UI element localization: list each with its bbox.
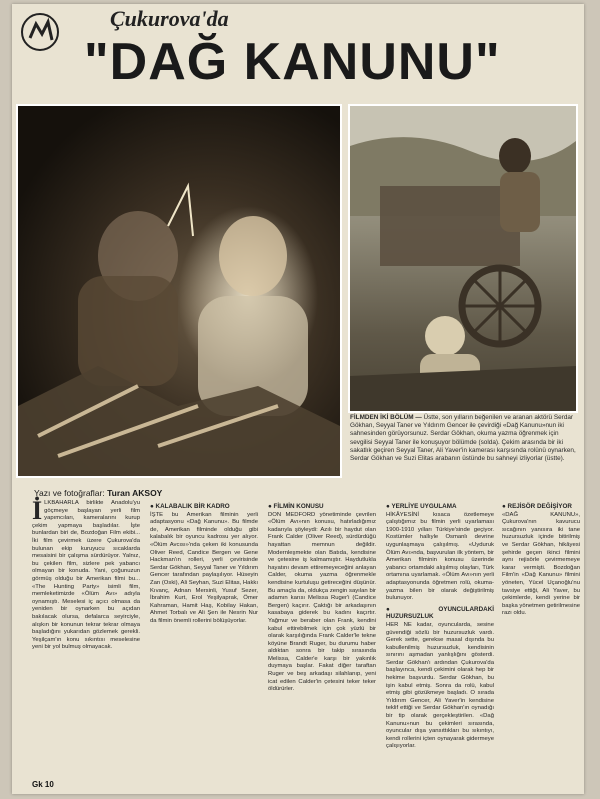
section-heading-unrest: ● OYUNCULARDAKİ HUZURSUZLUK xyxy=(386,605,494,621)
section-heading-director: ● REJİSÖR DEĞİŞİYOR xyxy=(502,503,572,510)
article-intro xyxy=(32,496,140,652)
page-number: Gk 10 xyxy=(32,780,54,789)
article-column-1 xyxy=(32,496,140,654)
byline-author: Turan AKSOY xyxy=(107,488,163,498)
article-column-3 xyxy=(268,500,376,696)
byline-prefix: Yazı ve fotoğraflar: xyxy=(34,488,105,498)
caption-lead: FİLMDEN İKİ BÖLÜM — xyxy=(350,414,422,421)
intro-text: LKBAHARLA birlikte Anadolu'yu göçmeye başlayan yerli film yapımcıları, kameralarını kurup çekim yapmaya başladılar. İşte bunlardan biri de, Bozdoğan Film ekibi... İki film çevirmek üzere Çukurova'da bulunan ekip kuruyucu sıcaklarda mesaisini bir çalışma sürdürüyor. Yalnız, bu çekilen film, sizlere pek yabancı olmayan bir konuda. Yani, çoğunuzun görmüş olduğu bir Amerikan filmi bu... «The Hunting Party» isimli film, memleketimizde «Ölüm Avı» adıyla oynamıştı. Meselesi iç açıcı olmasa da yeniden bir oynarken bu açıdan bakılacak olursa, defalarca seyirciyle, alışkın bir konunun tekrar tekrar olmaya başladığını yukarıdan gözlemek gerekli. Yeşilçam'ın konu sıkıntısı meselesine yeni bir yol bulmuş olmayacak. xyxy=(32,500,140,651)
magazine-logo-icon xyxy=(20,12,60,52)
dropcap: İ xyxy=(32,496,43,525)
section-heading-cast: ● KALABALIK BİR KADRO xyxy=(150,503,230,510)
pre-title: Çukurova'da xyxy=(110,6,229,31)
wagon-scene-illustration xyxy=(350,106,576,411)
page-title: "DAĞ KANUNU" xyxy=(84,33,501,91)
film-still-wagon-photo xyxy=(348,104,578,413)
film-still-campfire-photo xyxy=(16,104,342,478)
article-column-4 xyxy=(386,500,494,753)
photo-caption xyxy=(350,414,576,463)
section-heading-plot: ● FİLMİN KONUSU xyxy=(268,503,324,510)
article-column-5 xyxy=(502,500,580,620)
article-column-2 xyxy=(150,500,258,628)
section-heading-adaptation: ● YERLİYE UYGULAMA xyxy=(386,503,457,510)
section-text-director: «DAĞ KANUNU», Çukurova'nın kavurucu sıcağının yanısıra iki tane huzursuzluk içinde bitirilmiş ve Serdar Gökhan, hikâyesi şehirde geçen ikinci filmini aynı rejisörle çevirmemeye karar vermişti. Bozdoğan Film'in «Dağ Kanunu» filmini yöneten, Yücel Uçanoğlu'nu tavsiye ettiği, Ali Yaver, bu çekimlerde, kendi yerine bir başka yönetmen getirilmesine razı oldu. xyxy=(502,511,580,617)
campfire-scene-illustration xyxy=(18,106,340,476)
section-text-plot: DON MEDFORD yönetiminde çevrilen «Ölüm Avı»nın konusu, hatırladığımız kadarıyla şöyleydi: Azılı bir haydut olan Frank Calder (Oliver Reed), sürdürdüğü hayattan memnun değildir. Modernleşmekte olan Batıda, kendisine ve çetesine iş kalmamıştır. Haydutlukla hayatını devam ettiremeyeceğini anlayan Calder, okuma yazma öğrenmekle kendisine kurtuluşu getireceğini düşünür. Bu amaçla da, oldukça zengin sayılan bir adamın karısı Melissa Ruger'i (Candice Bergen) kaçırır. Çaktığı bir arkadaşının kasabaya giderek bu kadını kaçırtır. Yağmur ve beraber olan Frank, kendini kabul ettirebilmek için çok yüzlü bir olarak karşılığında Frank Calder'le tekne köyüne Brandt Ruger, bu durumu haber aldıktan sonra bir takip sırasında Melissa, Calder'e karşı bir yakınlık duymaya başlar. Fakat diğer taraftan Ruger ve beş arkadaşı silahlanıp, yeni icat edilen Calder'in çetesini teker teker öldürürler. xyxy=(268,511,376,693)
caption-text: Üstte, son yılların beğenilen ve aranan aktörü Serdar Gökhan, Seyyal Taner ve Yıldırım Gencer ile çevirdiği «Dağ Kanunu»nun iki sahnesinden görüyorsunuz. Serdar Gökhan, okuma yazma öğrenmek için sevgilisi Seyyal Taner ile konuşuyor bölümde (solda). Çekim arasında bir iki sakatlık geçiren Seyyal Taner, Ali Yaver'in kamerası karşısında rolünü oynarken, Serdar Gökhan ve Suzi Elitas arabanın üstünde bu sahneyi izliyorlar (üstte). xyxy=(350,414,576,463)
section-text-cast: İŞTE bu Amerikan filminin yerli adaptasyonu «Dağ Kanunu». Bu filmde de, Amerikan filminde olduğu gibi kalabalık bir oyuncu kadrosu yer alıyor. «Ölüm Avcısı»'nda çeken iki konusunda Oliver Reed, Candice Bergen ve Gene Hackman'ın rolleri, yerli çevirisinde Serdar Gökhan, Seyyal Taner ve Yıldırım Gencer tarafından paylaşılıyor. Hüseyin Zan (Oski), Ali Seyhan, Suzi Elitas, Hakkı Kıvanç, Adnan Mersinli, Yusuf Sezer, İbrahim Kurt, Erol Yeşilyaprak, Ömer Kahraman, Hamit Haş, Kobilay Hakan, Ahmet Torbalı ve Ali Şen ile Nesrin Nur da filmin önemli rollerini bölüşüyorlar. xyxy=(150,511,258,624)
magazine-page xyxy=(12,4,584,794)
section-text-adaptation: HİKÂYESİNİ kısaca özetlemeye çalıştığımız bu filmin yerli uyarlaması 1900-1910 yılları Türkiye'sinde geçiyor. Kostümler hallıyle Osmanlı devrine uygunlaşmaya çalışılmış. «Uyduruk Ölüm Avı»nda, başvurulan ilk yöntem, bir Amerikan filminin konusu üzerinde yabancı ortamdaki alışılmış olayları, Türk ortamına uyarlamak. «Ölüm Avı»nın yerli adaptasyonunda öğretmen rolü, okuma-yazma bilen bir olarak değiştirilmiş bulunuyor. xyxy=(386,511,494,602)
section-text-unrest: HER NE kadar, oyuncularda, sesine güvendiği sözlü bir huzursuzluk vardı. Gerek sette, gerekse masal dışında bu kabullenilmiş huzursuzluk, kendisinin sınırını aşmadan yanlışlığını gösterdi. Serdar Gökhan'ı ardından Çukurova'da başlayınca, kendi çekimini olarak hep bir hekime başvurdu. Serdar Gökhan, bu işin kabul etmiş. Sonra da rolü, kabul etmiş gibi gözükmeye başladı. O sırada Yıldırım Gencer, Ali Yaver'in kendisine teklif ettiği ve Serdar Gökhan'ın oynadığı bir tip olarak gerçekleştirilen. «Dağ Kanunu»nun bu çekimleri sırasında, oyuncular dışa yansıttıkları bu sıkıntıyı, kendi rollerini içten oynayarak gidermeye çalışıyorlar. xyxy=(386,621,494,750)
byline xyxy=(34,488,162,498)
